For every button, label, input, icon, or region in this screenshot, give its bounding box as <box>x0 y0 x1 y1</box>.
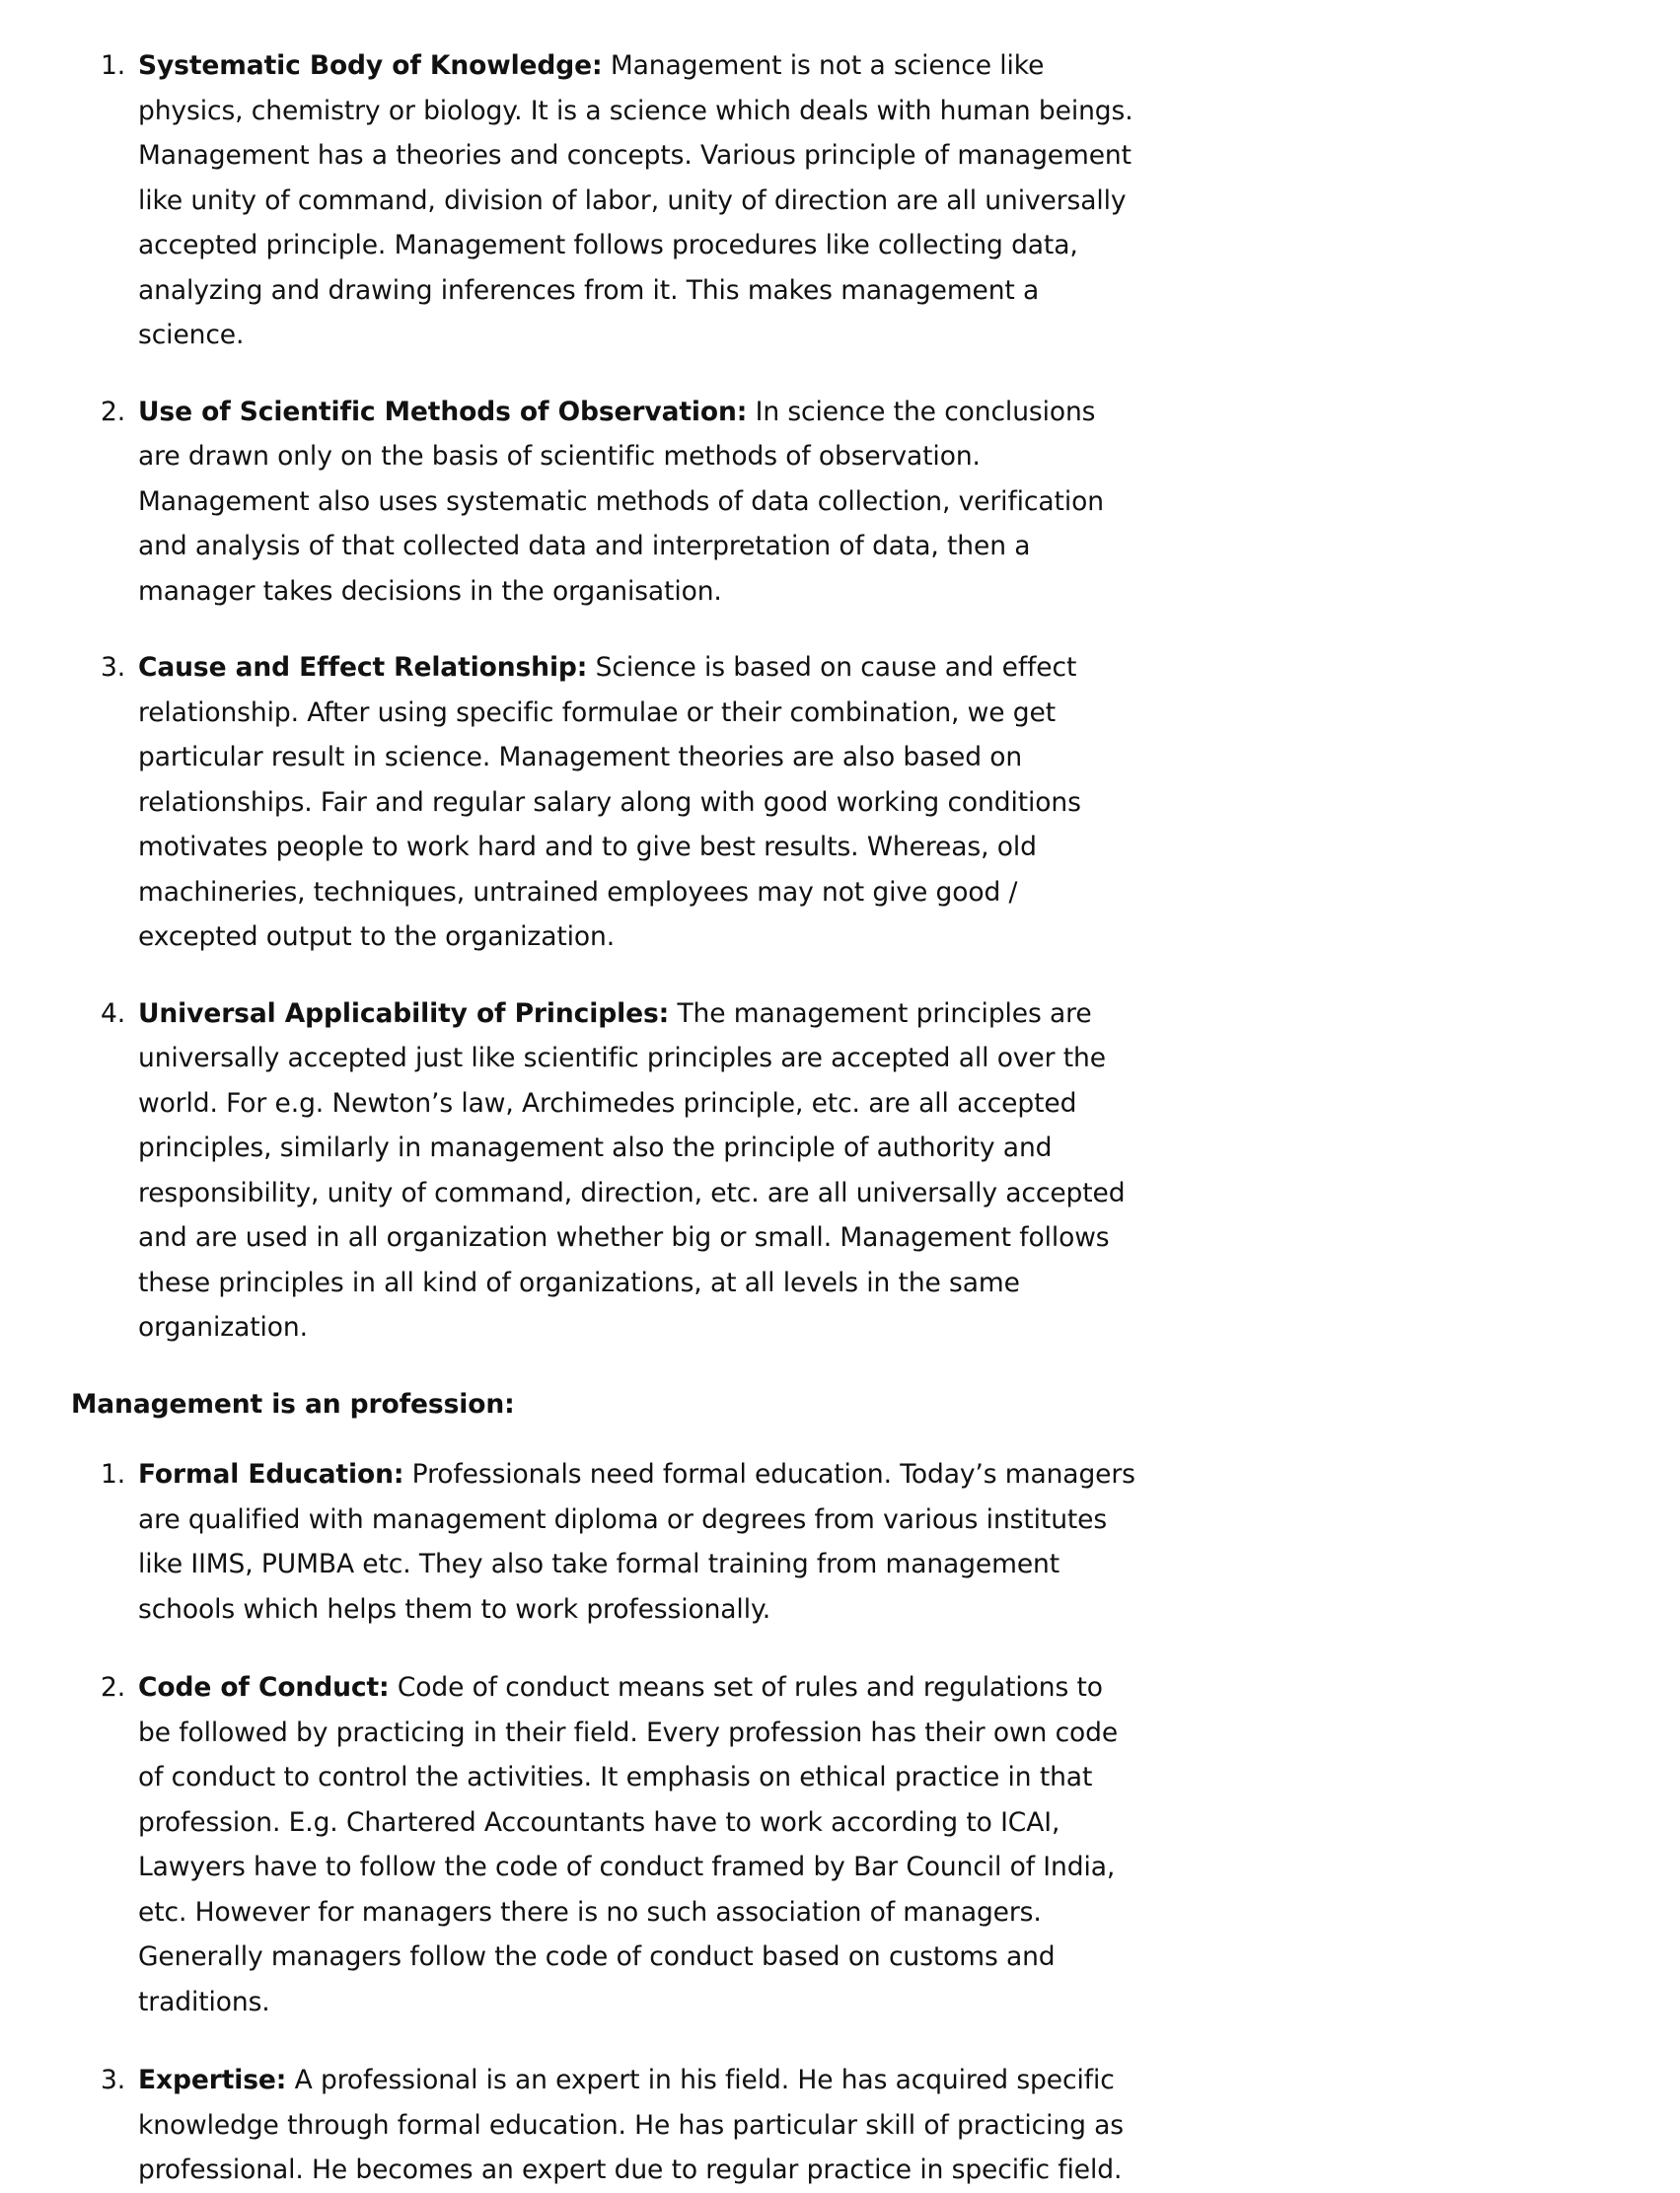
profession-section <box>71 1452 1136 2193</box>
list-item-lead: Formal Education: <box>138 1459 404 1490</box>
list-marker: 1. <box>101 50 126 81</box>
list-item-lead: Use of Scientific Methods of Observation: <box>138 396 748 427</box>
list-marker: 1. <box>101 1459 126 1490</box>
science-list <box>71 43 1136 1351</box>
list-item <box>71 1452 1136 1632</box>
list-marker: 2. <box>101 1672 126 1703</box>
list-item-body: Professionals need formal education. Today’s managers are qualified with management diploma or degrees from various institutes like IIMS, PUMBA etc. They also take formal training from management schools which helps them to work professionally. <box>138 1459 1135 1625</box>
list-item <box>71 43 1136 358</box>
list-item-body: Science is based on cause and effect relationship. After using specific formulae or their combination, we get particular result in science. Management theories are also based on relationships. Fair and regular salary along with good working conditions motivates people to work hard and to give best results. Whereas, old machineries, techniques, untrained employees may not give good / excepted output to the organization. <box>138 652 1081 952</box>
list-item-lead: Cause and Effect Relationship: <box>138 652 588 683</box>
list-item <box>71 645 1136 960</box>
list-item-body: A professional is an expert in his field. He has acquired specific knowledge through formal education. He has particular skill of practicing as professional. He becomes an expert due to regular practice in specific field. <box>138 2065 1124 2185</box>
list-item-lead: Universal Applicability of Principles: <box>138 997 670 1029</box>
document-content <box>71 43 1136 2193</box>
list-marker: 3. <box>101 652 126 683</box>
profession-list <box>71 1452 1136 2193</box>
list-item-body: In science the conclusions are drawn only on the basis of scientific methods of observation. Management also uses systematic methods of data collection, verification and analysis of that collected data and interpretation of data, then a manager takes decisions in the organisation. <box>138 396 1104 607</box>
list-item <box>71 991 1136 1351</box>
profession-section-heading: Management is an profession: <box>71 1388 515 1420</box>
list-item-body: The management principles are universally accepted just like scientific principles are accepted all over the world. For e.g. Newton’s law, Archimedes principle, etc. are all accepted principles, similarly in management also the principle of authority and responsibility, unity of command, direction, etc. are all universally accepted and are used in all organization whether big or small. Management follows these principles in all kind of organizations, at all levels in the same organization. <box>138 997 1126 1343</box>
list-item <box>71 390 1136 615</box>
list-marker: 4. <box>101 997 126 1029</box>
list-marker: 2. <box>101 396 126 427</box>
list-item-lead: Expertise: <box>138 2065 287 2095</box>
list-item <box>71 2058 1136 2193</box>
list-item <box>71 1665 1136 2024</box>
list-item-body: Code of conduct means set of rules and regulations to be followed by practicing in their field. Every profession has their own code of conduct to control the activities. It emphasis on ethical practice in that profession. E.g. Chartered Accountants have to work according to ICAI, Lawyers have to follow the code of conduct framed by Bar Council of India, etc. However for managers there is no such association of managers. Generally managers follow the code of conduct based on customs and traditions. <box>138 1672 1119 2017</box>
science-section <box>71 43 1136 1351</box>
list-item-body: Management is not a science like physics, chemistry or biology. It is a science which deals with human beings. Management has a theories and concepts. Various principle of management like unity of command, division of labor, unity of direction are all universally accepted principle. Management follows procedures like collecting data, analyzing and drawing inferences from it. This makes management a science. <box>138 50 1133 350</box>
list-item-lead: Systematic Body of Knowledge: <box>138 50 603 81</box>
list-item-lead: Code of Conduct: <box>138 1672 390 1703</box>
list-marker: 3. <box>101 2065 126 2095</box>
